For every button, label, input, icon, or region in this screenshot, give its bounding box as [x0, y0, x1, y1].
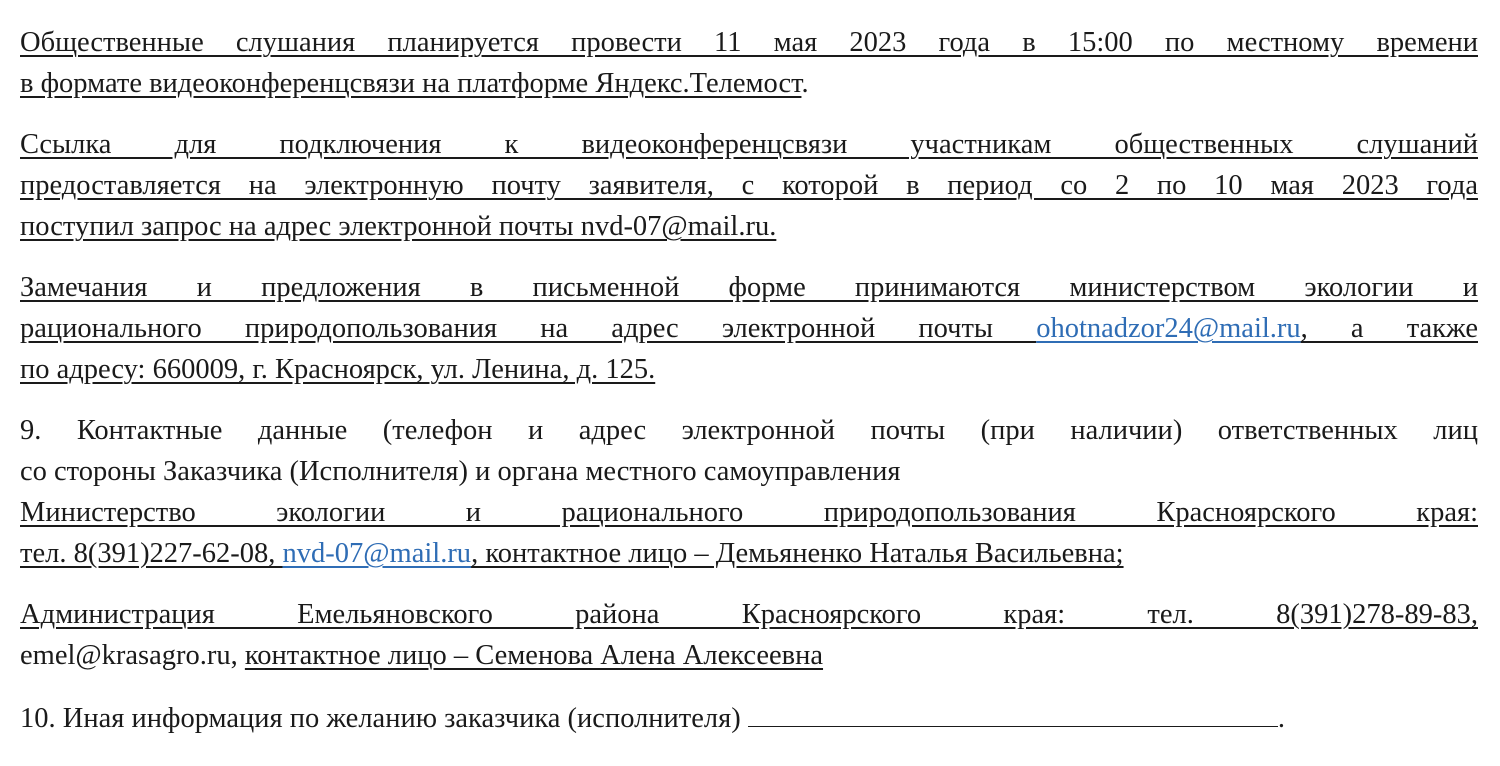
remarks-paragraph [20, 267, 1478, 390]
connection-link-line-3: поступил запрос на адрес электронной почты nvd-07@mail.ru. [20, 211, 777, 242]
ministry-contact-person: , контактное лицо – Демьяненко Наталья Васильевна; [471, 538, 1124, 569]
connection-link-line-2: предоставляется на электронную почту заявителя, с которой в период со 2 по 10 мая 2023 года [20, 170, 1478, 201]
remarks-line-1: Замечания и предложения в письменной форме принимаются министерством экологии и [20, 272, 1478, 303]
contacts-heading-line-1: 9. Контактные данные (телефон и адрес электронной почты (при наличии) ответственных лиц [20, 415, 1478, 446]
hearing-date-paragraph [20, 22, 1478, 104]
hearing-date-line-1: Общественные слушания планируется провести 11 мая 2023 года в 15:00 по местному времени [20, 27, 1478, 58]
ohotnadzor-email-link[interactable]: ohotnadzor24@mail.ru [1036, 313, 1301, 344]
connection-link-paragraph [20, 124, 1478, 247]
administration-line-1: Администрация Емельяновского района Красноярского края: тел. 8(391)278-89-83, [20, 599, 1478, 630]
document-body [20, 22, 1478, 739]
remarks-line-2-end: , а также [1300, 313, 1478, 344]
other-info-paragraph [20, 696, 1478, 739]
ministry-phone: тел. 8(391)227-62-08, [20, 538, 283, 569]
remarks-line-2-start: рационального природопользования на адрес электронной почты [20, 313, 1037, 344]
administration-paragraph [20, 594, 1478, 676]
nvd-email-link[interactable]: nvd-07@mail.ru [282, 538, 472, 569]
hearing-date-line-2: в формате видеоконференцсвязи на платформе Яндекс.Телемост [20, 68, 802, 99]
contacts-paragraph [20, 410, 1478, 574]
contacts-heading-line-2: со стороны Заказчика (Исполнителя) и органа местного самоуправления [20, 456, 901, 487]
hearing-date-period: . [801, 68, 809, 99]
other-info-label: 10. Иная информация по желанию заказчика (исполнителя) [20, 703, 748, 734]
ministry-name-line: Министерство экологии и рационального природопользования Красноярского края: [20, 497, 1478, 528]
administration-contact-person: контактное лицо – Семенова Алена Алексеевна [244, 640, 824, 671]
connection-link-line-1: Ссылка для подключения к видеоконференцсвязи участникам общественных слушаний [20, 129, 1478, 160]
remarks-address-line: по адресу: 660009, г. Красноярск, ул. Ленина, д. 125. [20, 354, 656, 385]
administration-email: emel@krasagro.ru, [20, 640, 245, 671]
other-info-blank-field [748, 696, 1278, 727]
other-info-period: . [1277, 703, 1285, 734]
